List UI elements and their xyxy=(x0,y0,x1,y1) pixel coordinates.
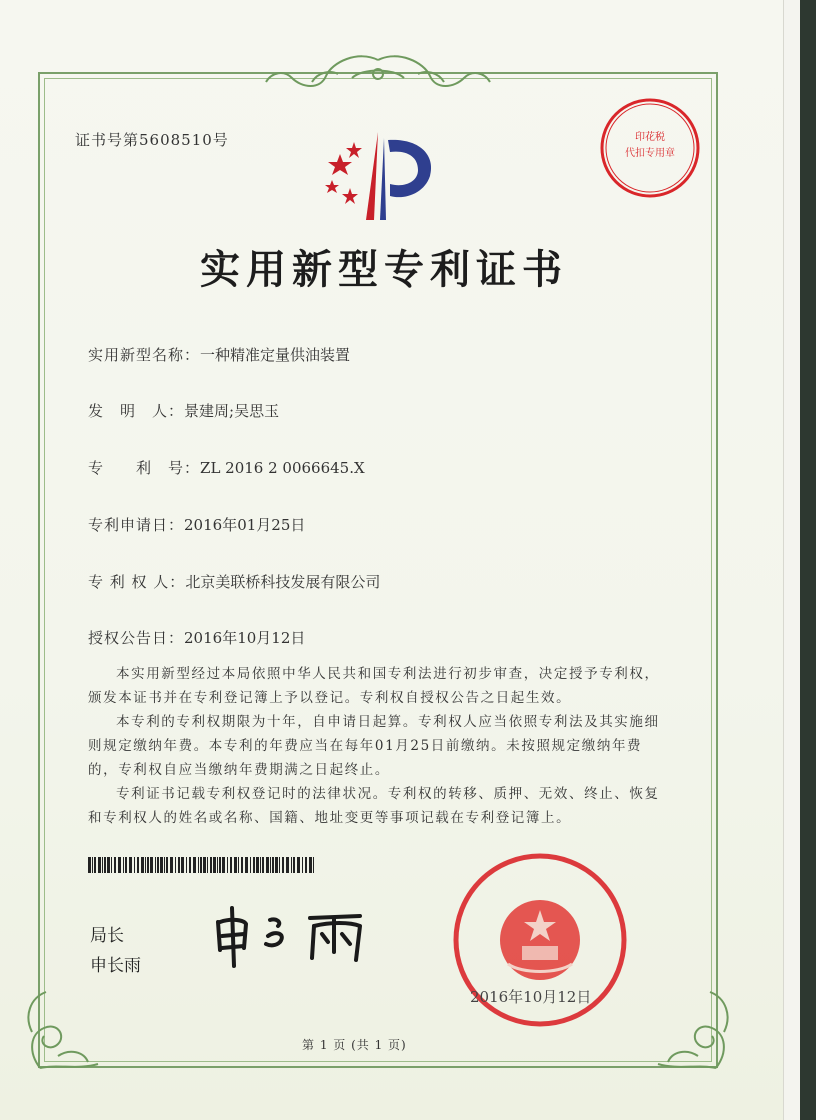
barcode-bar xyxy=(125,857,127,873)
barcode-bar xyxy=(260,857,261,873)
barcode-bar xyxy=(293,857,295,873)
bottom-right-ornament-icon xyxy=(648,972,738,1072)
barcode-bar xyxy=(111,857,112,873)
barcode-bar xyxy=(207,857,208,873)
director-title: 局长 xyxy=(90,926,124,946)
barcode-bar xyxy=(166,857,168,873)
patentee-label: 专 利 权 人： xyxy=(88,573,186,591)
barcode-bar xyxy=(198,857,199,873)
barcode-bar xyxy=(253,857,255,873)
barcode-bar xyxy=(238,857,239,873)
barcode-bar xyxy=(230,857,232,873)
inventor-label: 发 明 人： xyxy=(88,402,185,420)
barcode-bar xyxy=(272,857,274,873)
barcode-bar xyxy=(297,857,300,873)
announcement-date-row xyxy=(88,627,305,648)
body-paragraph-2: 本专利的专利权期限为十年，自申请日起算。专利权人应当依照专利法及其实施细则规定缴纳年费。本专利的年费应当在每年01月25日前缴纳。未按照规定缴纳年费的，专利权自应当缴纳年费期满之日起终止。 xyxy=(88,714,660,778)
barcode-bar xyxy=(305,857,307,873)
barcode-bar xyxy=(170,857,173,873)
filing-date-value: 2016年01月25日 xyxy=(184,516,306,534)
barcode-bar xyxy=(313,857,314,873)
barcode-bar xyxy=(145,857,146,873)
model-name-label: 实用新型名称： xyxy=(88,346,201,364)
barcode-bar xyxy=(219,857,221,873)
page-edge xyxy=(783,0,800,1120)
barcode-bar xyxy=(203,857,206,873)
barcode-bar xyxy=(234,857,237,873)
certificate-title: 实用新型专利证书 xyxy=(200,247,568,293)
barcode-bar xyxy=(189,857,191,873)
barcode-bar xyxy=(241,857,243,873)
patentee-value: 北京美联桥科技发展有限公司 xyxy=(185,573,381,591)
barcode-bar xyxy=(102,857,103,873)
barcode-bar xyxy=(118,857,121,873)
announcement-date-label: 授权公告日： xyxy=(88,629,185,647)
barcode-bar xyxy=(129,857,132,873)
barcode-bar xyxy=(200,857,202,873)
barcode-bar xyxy=(213,857,216,873)
barcode-bar xyxy=(150,857,153,873)
barcode-bar xyxy=(291,857,292,873)
inventor-row xyxy=(88,400,279,421)
barcode-bar xyxy=(275,857,278,873)
svg-text:印花税: 印花税 xyxy=(635,132,665,143)
barcode-bar xyxy=(175,857,176,873)
barcode-bar xyxy=(250,857,251,873)
barcode-bar xyxy=(155,857,156,873)
patent-number-label: 专 利 号： xyxy=(88,459,201,477)
barcode-bar xyxy=(222,857,225,873)
barcode-bar xyxy=(217,857,218,873)
announcement-date-value: 2016年10月12日 xyxy=(184,629,306,647)
barcode-bar xyxy=(286,857,289,873)
barcode-bar xyxy=(186,857,187,873)
barcode-bar xyxy=(94,857,96,873)
top-ornament-icon xyxy=(262,52,494,94)
patent-office-logo-icon xyxy=(318,128,442,224)
model-name-row xyxy=(88,344,350,365)
barcode-bar xyxy=(210,857,212,873)
filing-date-row xyxy=(88,514,305,535)
handwritten-signature-icon xyxy=(210,900,390,970)
inventor-value: 景建周;吴思玉 xyxy=(184,402,280,420)
patentee-row xyxy=(88,571,380,592)
barcode-bar xyxy=(309,857,312,873)
barcode-bar xyxy=(160,857,163,873)
barcode-bar xyxy=(227,857,228,873)
patent-number-row xyxy=(88,457,365,478)
barcode-bar xyxy=(134,857,135,873)
barcode-bar xyxy=(245,857,248,873)
model-name-value: 一种精准定量供油装置 xyxy=(200,346,351,364)
director-name: 申长雨 xyxy=(90,956,141,976)
page-indicator: 第 1 页 (共 1 页) xyxy=(302,1038,407,1052)
barcode-bar xyxy=(98,857,101,873)
tax-stamp-seal-icon xyxy=(598,96,702,200)
svg-text:代扣专用章: 代扣专用章 xyxy=(625,148,675,159)
barcode-bar xyxy=(88,857,91,873)
barcode-bar xyxy=(270,857,271,873)
barcode-bar xyxy=(107,857,110,873)
barcode-bar xyxy=(164,857,165,873)
barcode-bar xyxy=(181,857,184,873)
barcode-bar xyxy=(104,857,106,873)
barcode-bar xyxy=(193,857,196,873)
barcode-bar xyxy=(266,857,269,873)
barcode-bar xyxy=(262,857,264,873)
barcode-bar xyxy=(157,857,159,873)
barcode-bar xyxy=(114,857,116,873)
barcode xyxy=(88,857,316,873)
certificate-number: 证书号第5608510号 xyxy=(75,131,229,149)
barcode-bar xyxy=(282,857,284,873)
barcode-bar xyxy=(137,857,139,873)
seal-date: 2016年10月12日 xyxy=(470,988,592,1006)
barcode-bar xyxy=(92,857,93,873)
binder-edge xyxy=(800,0,816,1120)
barcode-bar xyxy=(178,857,180,873)
barcode-bar xyxy=(141,857,144,873)
barcode-bar xyxy=(302,857,303,873)
barcode-bar xyxy=(256,857,259,873)
filing-date-label: 专利申请日： xyxy=(88,516,185,534)
body-paragraph-1: 本实用新型经过本局依照中华人民共和国专利法进行初步审查，决定授予专利权，颁发本证书并在专利登记簿上予以登记。专利权自授权公告之日起生效。 xyxy=(88,666,660,706)
patent-number-value: ZL 2016 2 0066645.X xyxy=(200,459,365,477)
barcode-bar xyxy=(147,857,149,873)
barcode-bar xyxy=(279,857,280,873)
body-paragraph-3: 专利证书记载专利权登记时的法律状况。专利权的转移、质押、无效、终止、恢复和专利权人的姓名或名称、国籍、地址变更等事项记载在专利登记簿上。 xyxy=(88,786,660,826)
bottom-left-ornament-icon xyxy=(18,972,108,1072)
barcode-bar xyxy=(123,857,124,873)
